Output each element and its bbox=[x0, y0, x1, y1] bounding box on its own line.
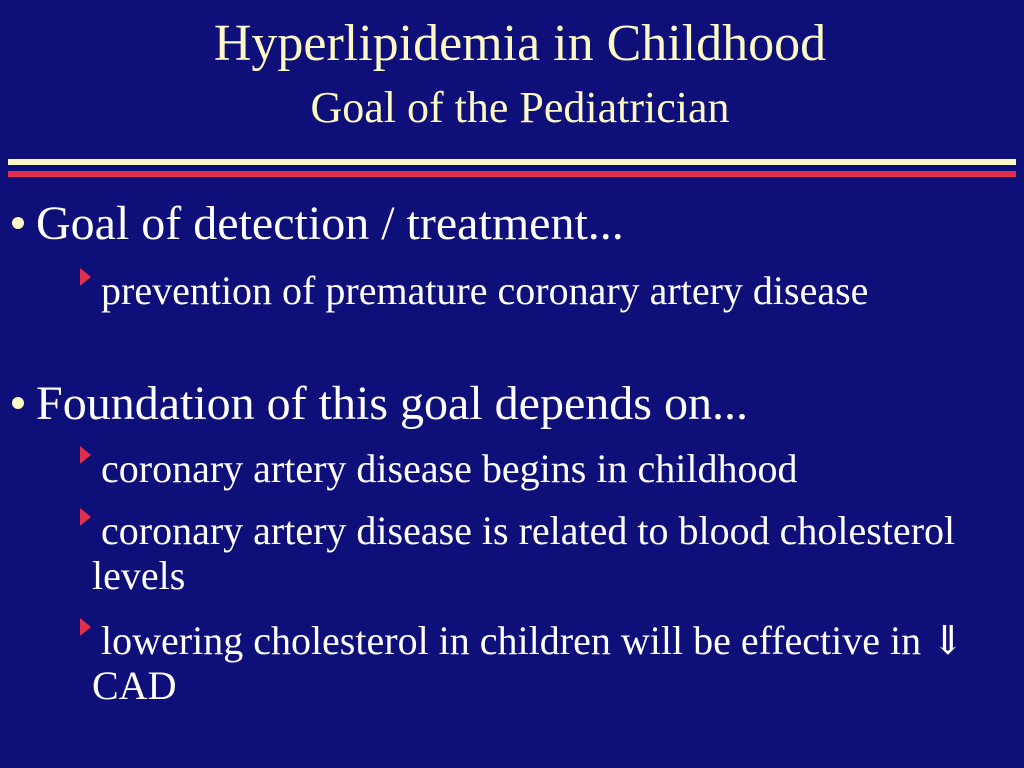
bullet-goal bbox=[12, 196, 624, 252]
sub-bullet-text: prevention of premature coronary artery disease bbox=[101, 268, 869, 313]
title-divider-cream bbox=[8, 159, 1016, 165]
title-divider-red bbox=[8, 171, 1016, 177]
triangle-bullet-icon bbox=[80, 618, 91, 636]
round-bullet-icon bbox=[12, 217, 24, 229]
double-down-arrow-icon: ⇓ bbox=[931, 618, 965, 663]
triangle-bullet-icon bbox=[80, 268, 91, 286]
slide-subtitle: Goal of the Pediatrician bbox=[310, 83, 730, 132]
bullet-foundation bbox=[12, 376, 748, 432]
sub-bullet-text: lowering cholesterol in children will be effective in bbox=[101, 618, 922, 663]
round-bullet-icon bbox=[12, 397, 24, 409]
sub-bullet-begins-childhood bbox=[92, 446, 1012, 491]
slide-title: Hyperlipidemia in Childhood bbox=[213, 15, 827, 72]
sub-bullet-prevention bbox=[92, 268, 1012, 313]
sub-bullet-text: coronary artery disease begins in childhood bbox=[101, 446, 798, 491]
bullet-text: Foundation of this goal depends on... bbox=[36, 377, 748, 430]
sub-bullet-cholesterol-levels bbox=[92, 508, 1012, 598]
sub-bullet-text: coronary artery disease is related to blood cholesterol levels bbox=[92, 508, 956, 598]
triangle-bullet-icon bbox=[80, 446, 91, 464]
triangle-bullet-icon bbox=[80, 508, 91, 526]
sub-bullet-lowering-cholesterol bbox=[92, 618, 1012, 708]
bullet-text: Goal of detection / treatment... bbox=[36, 197, 624, 250]
sub-bullet-text-end: CAD bbox=[92, 663, 177, 708]
